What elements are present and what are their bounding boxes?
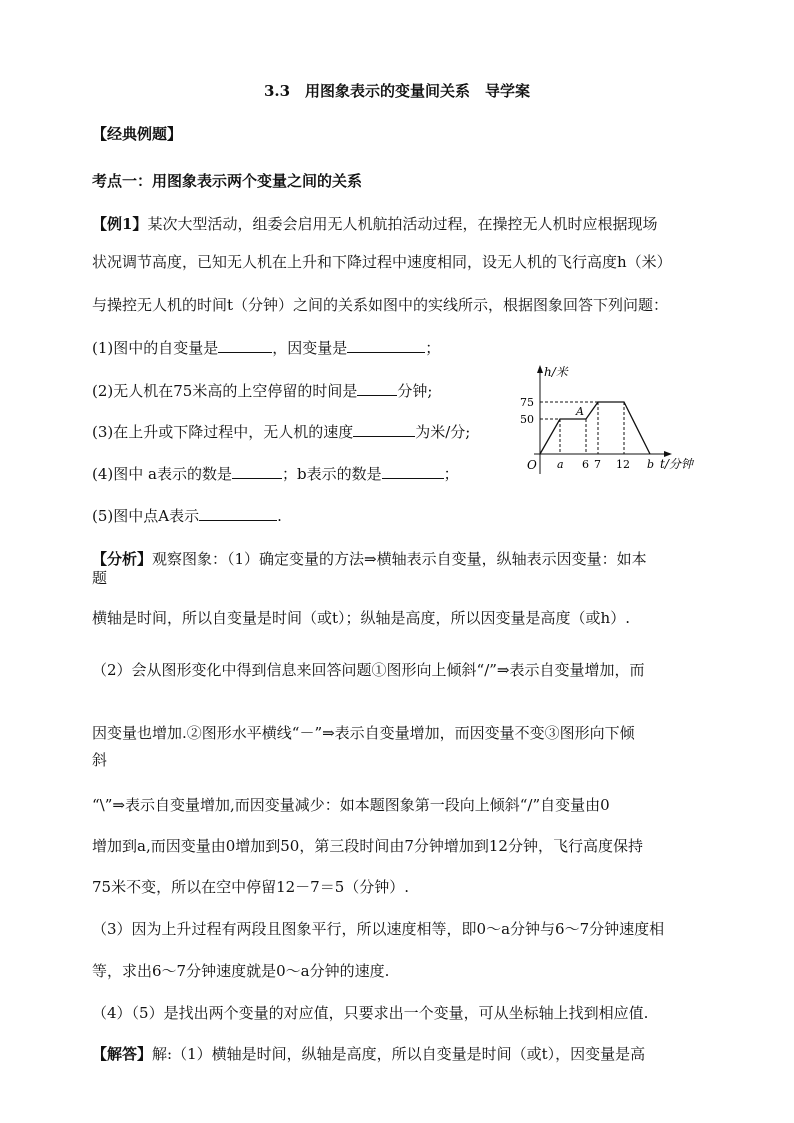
q4-text-b: ；b表示的数是 — [281, 465, 382, 483]
answer-text-1: 解:（1）横轴是时间，纵轴是高度，所以自变量是时间（或t），因变量是高 — [152, 1045, 646, 1063]
analysis-line-10: （3）因为上升过程有两段且图象平行，所以速度相等，即0～a分钟与6～7分钟速度相 — [92, 920, 665, 938]
x-tick-a: a — [557, 458, 564, 471]
q1-text-a: (1)图中的自变量是 — [92, 339, 219, 357]
y-tick-75: 75 — [520, 396, 534, 409]
analysis-line-2: 题 — [92, 569, 108, 587]
example-text-1: 某次大型活动，组委会启用无人机航拍活动过程，在操控无人机时应根据现场 — [147, 215, 658, 233]
q4-text-a: (4)图中 a表示的数是 — [92, 465, 232, 483]
q2-blank[interactable] — [357, 380, 397, 396]
example-line-3: 与操控无人机的时间t（分钟）之间的关系如图中的实线所示，根据图象回答下列问题： — [92, 296, 669, 314]
example-line-2: 状况调节高度，已知无人机在上升和下降过程中速度相同，设无人机的飞行高度h（米） — [92, 253, 672, 271]
q4-text-c: ； — [443, 465, 459, 483]
analysis-line-1 — [92, 549, 647, 569]
q1-text-b: ，因变量是 — [272, 339, 348, 357]
answer-tag: 【解答】 — [92, 1045, 153, 1063]
y-axis-label: h/米 — [544, 365, 568, 379]
q3-blank[interactable] — [353, 421, 415, 437]
x-tick-12: 12 — [616, 458, 630, 471]
question-4 — [92, 463, 459, 484]
origin-label: O — [527, 458, 537, 472]
example-tag: 【例1】 — [92, 215, 148, 233]
q5-text-b: . — [277, 507, 282, 525]
analysis-line-12: （4）（5）是找出两个变量的对应值，只要求出一个变量，可从坐标轴上找到相应值. — [92, 1004, 649, 1022]
analysis-line-4: （2）会从图形变化中得到信息来回答问题①图形向上倾斜“/”⇒表示自变量增加，而 — [92, 661, 645, 679]
q4-blank-2[interactable] — [382, 463, 444, 479]
q1-blank-2[interactable] — [347, 337, 425, 353]
question-1 — [92, 337, 440, 358]
q1-blank-1[interactable] — [218, 337, 272, 353]
x-tick-b: b — [647, 458, 655, 471]
question-3 — [92, 421, 470, 442]
x-tick-7: 7 — [594, 458, 601, 471]
analysis-line-11: 等，求出6～7分钟速度就是0～a分钟的速度. — [92, 962, 390, 980]
q5-blank[interactable] — [199, 505, 277, 521]
analysis-text-1: 观察图象：（1）确定变量的方法⇒横轴表示自变量，纵轴表示因变量：如本 — [152, 550, 647, 568]
q5-text-a: (5)图中点A表示 — [92, 507, 200, 525]
page-title: 3.3 用图象表示的变量间关系 导学案 — [263, 82, 531, 100]
q3-text-b: 为米/分; — [415, 423, 471, 441]
graph-polyline — [540, 402, 650, 454]
y-tick-50: 50 — [520, 413, 534, 426]
analysis-line-5: 因变量也增加.②图形水平横线“－”⇒表示自变量增加，而因变量不变③图形向下倾 — [92, 724, 635, 742]
point-a-label: A — [576, 405, 584, 418]
analysis-line-6: 斜 — [92, 751, 108, 769]
q2-text-a: (2)无人机在75米高的上空停留的时间是 — [92, 382, 358, 400]
x-tick-6: 6 — [582, 458, 589, 471]
y-axis-arrow-icon — [537, 365, 543, 373]
question-5 — [92, 505, 282, 526]
analysis-line-3: 横轴是时间，所以自变量是时间（或t）；纵轴是高度，所以因变量是高度（或h）. — [92, 609, 630, 627]
q4-blank-1[interactable] — [232, 463, 282, 479]
height-time-graph — [516, 362, 716, 478]
analysis-line-7: “\”⇒表示自变量增加,而因变量减少：如本题图象第一段向上倾斜“/”自变量由0 — [92, 796, 610, 814]
answer-line-1 — [92, 1044, 645, 1064]
q1-text-c: ； — [425, 339, 441, 357]
example-line-1 — [92, 214, 657, 234]
q3-text-a: (3)在上升或下降过程中，无人机的速度 — [92, 423, 354, 441]
analysis-line-8: 增加到a,而因变量由0增加到50，第三段时间由7分钟增加到12分钟，飞行高度保持 — [92, 837, 643, 855]
q2-text-b: 分钟; — [397, 382, 433, 400]
x-axis-label: t/分钟 — [660, 457, 693, 471]
topic-heading: 考点一：用图象表示两个变量之间的关系 — [92, 172, 363, 190]
question-2 — [92, 380, 432, 401]
analysis-tag: 【分析】 — [92, 550, 153, 568]
section-heading: 【经典例题】 — [92, 125, 183, 143]
analysis-line-9: 75米不变，所以在空中停留12－7＝5（分钟）. — [92, 878, 410, 896]
